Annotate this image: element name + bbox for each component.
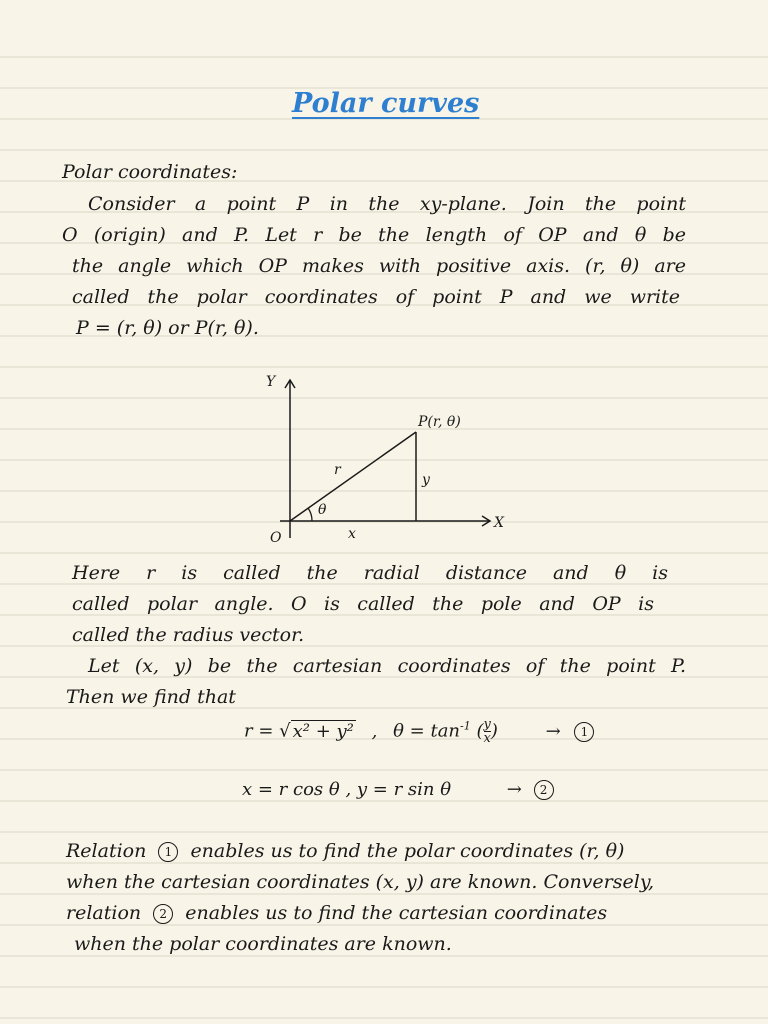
origin-label: O <box>270 530 282 546</box>
point-label: P(r, θ) <box>418 414 461 430</box>
x-axis-label: X <box>494 515 504 531</box>
paragraph-line: P = (r, θ) or P(r, θ). <box>76 317 259 339</box>
paragraph-line: called the radius vector. <box>72 624 305 646</box>
y-axis-label: Y <box>266 374 276 390</box>
x-side-label: x <box>348 526 356 542</box>
equation-2 <box>242 779 554 800</box>
eq-fraction: $\frac{y}{x}$ <box>483 717 491 746</box>
section-heading: Polar coordinates: <box>62 161 238 183</box>
radius-line <box>290 432 416 521</box>
paragraph-line: called polar angle. O is called the pole and OP is <box>72 593 654 615</box>
paragraph-line: O (origin) and P. Let r be the length of OP and θ be <box>62 224 686 246</box>
eq2-text: x = r cos θ , y = r sin θ <box>242 779 452 800</box>
arrow-icon: → <box>545 720 561 742</box>
paragraph-line: Relation 1 enables us to find the polar coordinates (r, θ) <box>66 840 625 862</box>
equation-ref-2: 2 <box>534 780 554 800</box>
eq-separator: , <box>371 720 378 742</box>
equation-ref-1: 1 <box>574 722 594 742</box>
paragraph-line: when the cartesian coordinates (x, y) are known. Conversely, <box>66 871 655 893</box>
paragraph-line: when the polar coordinates are known. <box>74 933 452 955</box>
angle-arc <box>308 508 312 521</box>
paragraph-line: Then we find that <box>66 686 236 708</box>
paragraph-line: the angle which OP makes with positive axis. (r, θ) are <box>72 255 686 277</box>
paragraph-line: Consider a point P in the xy-plane. Join the point <box>88 193 686 215</box>
paragraph-line: relation 2 enables us to find the cartesian coordinates <box>66 902 608 924</box>
page-title: Polar curves <box>292 88 480 119</box>
r-label: r <box>334 462 341 478</box>
equation-1: r = √ x² + y² , $\theta = \tan^{-1}$ ( $\frac{y}{x}$ ) → 1 <box>244 718 594 745</box>
y-side-label: y <box>422 472 430 488</box>
paragraph-line: called the polar coordinates of point P and we write <box>72 286 680 308</box>
eq-r-lhs: r = <box>244 720 280 742</box>
paragraph-line: Let (x, y) be the cartesian coordinates of the point P. <box>88 655 686 677</box>
equation-ref-2: 2 <box>153 904 173 924</box>
eq-radicand: x² + y² <box>292 720 354 742</box>
polar-diagram <box>250 370 520 555</box>
eq-theta-lhs: θ = tan <box>393 720 461 742</box>
equation-ref-1: 1 <box>158 842 178 862</box>
eq-inverse-sup: -1 <box>460 719 471 733</box>
paragraph-line: Here r is called the radial distance and θ is <box>72 562 668 584</box>
arrow-icon: → <box>506 779 522 800</box>
angle-label: θ <box>318 502 327 518</box>
